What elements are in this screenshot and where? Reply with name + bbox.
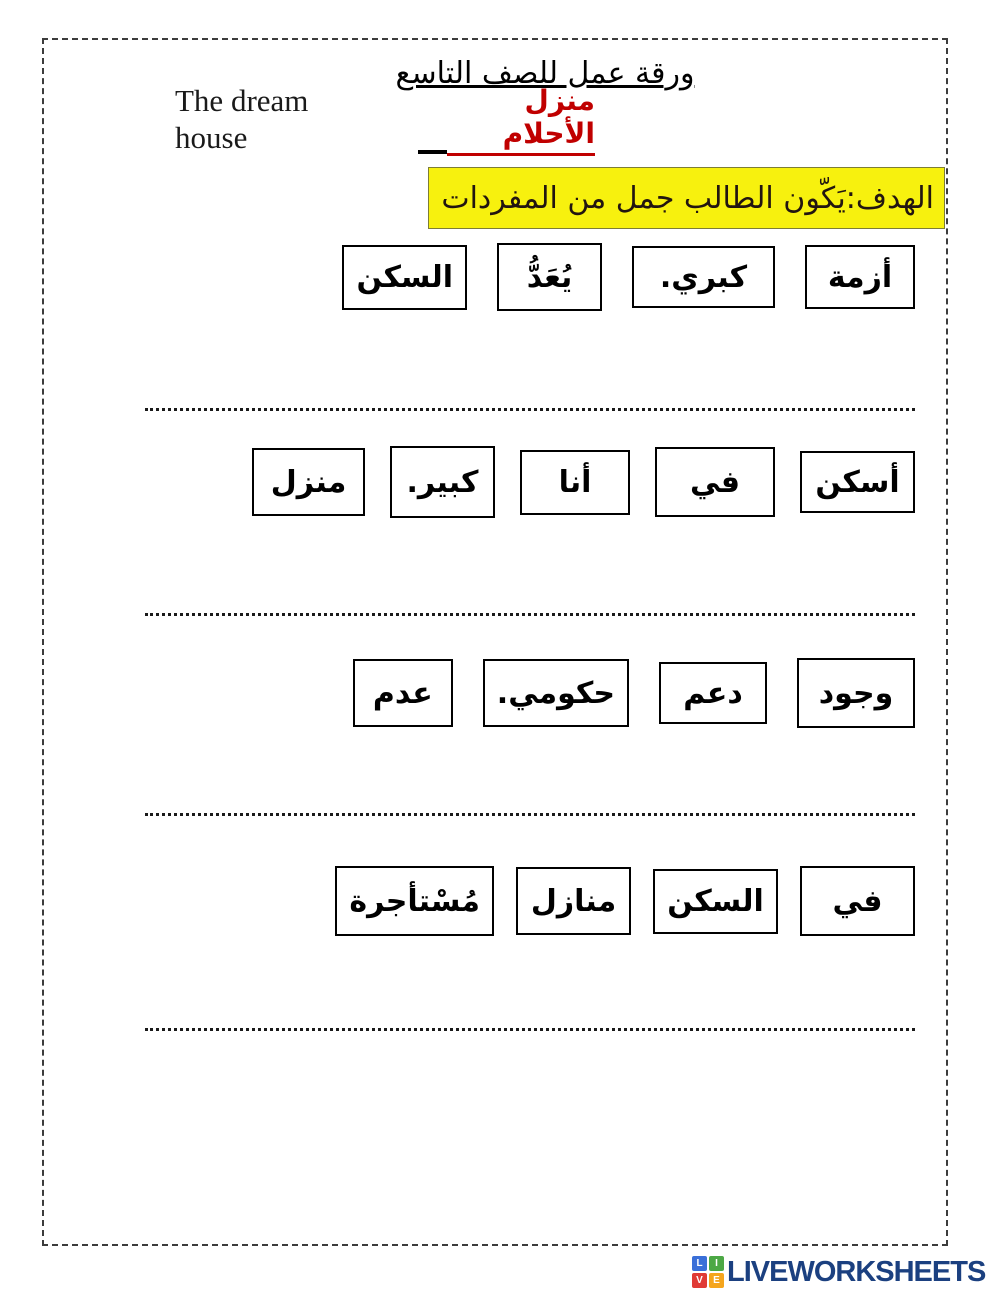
word-box[interactable]: السكن: [342, 245, 467, 310]
word-box[interactable]: عدم: [353, 659, 453, 727]
word-box[interactable]: حكومي.: [483, 659, 629, 727]
word-box[interactable]: في: [800, 866, 915, 936]
word-box[interactable]: مُسْتأجرة: [335, 866, 494, 936]
word-box[interactable]: يُعَدُّ: [497, 243, 602, 311]
word-box[interactable]: أسكن: [800, 451, 915, 513]
word-box[interactable]: السكن: [653, 869, 778, 934]
word-box[interactable]: كبير.: [390, 446, 495, 518]
subtitle-english: The dream house: [175, 82, 309, 155]
liveworksheets-grid-icon: [692, 1256, 724, 1288]
word-row-2: [252, 446, 915, 518]
word-box[interactable]: دعم: [659, 662, 767, 724]
answer-line[interactable]: [145, 613, 915, 616]
word-row-1: [342, 243, 915, 311]
word-box[interactable]: أنا: [520, 450, 630, 515]
logo-square-l: L: [692, 1256, 707, 1271]
objective-box: الهدف:يَكّون الطالب جمل من المفردات: [428, 167, 945, 229]
word-box[interactable]: كبري.: [632, 246, 775, 308]
answer-line[interactable]: [145, 408, 915, 411]
answer-line[interactable]: [145, 1028, 915, 1031]
word-box[interactable]: أزمة: [805, 245, 915, 309]
word-box[interactable]: منزل: [252, 448, 365, 516]
word-box[interactable]: وجود: [797, 658, 915, 728]
logo-square-e: E: [709, 1273, 724, 1288]
word-box[interactable]: منازل: [516, 867, 631, 935]
liveworksheets-logo[interactable]: [692, 1255, 985, 1289]
logo-wordmark: LIVEWORKSHEETS: [727, 1255, 986, 1288]
word-box[interactable]: في: [655, 447, 775, 517]
subtitle-row: [175, 82, 596, 156]
answer-line[interactable]: [145, 813, 915, 816]
logo-square-v: V: [692, 1273, 707, 1288]
worksheet-title: ورقة عمل للصف التاسع: [395, 56, 695, 91]
subtitle-arabic: منزل الأحلام: [447, 84, 595, 156]
word-row-4: [335, 866, 915, 936]
logo-square-i: I: [709, 1256, 724, 1271]
word-row-3: [353, 658, 915, 728]
underscore-mark: [418, 150, 447, 154]
